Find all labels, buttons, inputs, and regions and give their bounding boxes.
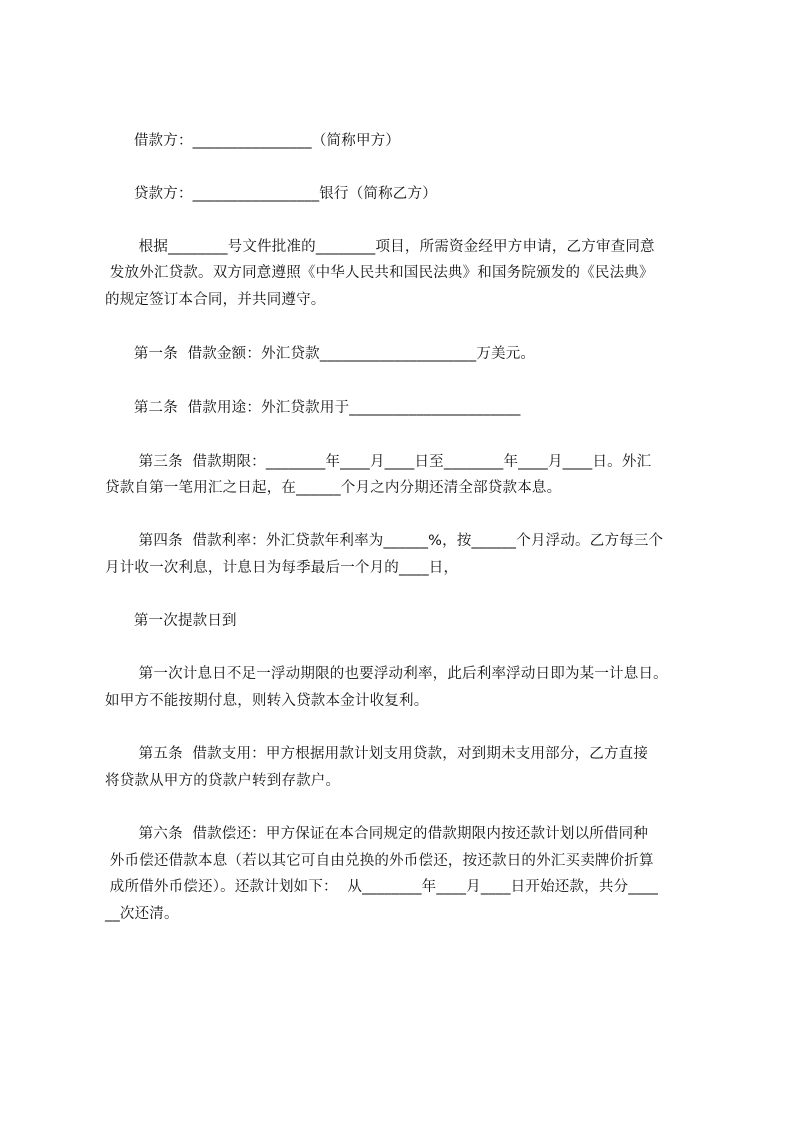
interest-date-line-2: 如甲方不能按期付息，则转入贷款本金计收复利。 bbox=[105, 693, 429, 709]
article-1-line: 第一条 借款金额：外汇贷款_____________________万美元。 bbox=[105, 346, 536, 362]
interest-date-line-1: 第一次计息日不足一浮动期限的也要浮动利率，此后利率浮动日即为某一计息日。 bbox=[105, 666, 668, 682]
article-4-line-1: 第四条 借款利率：外汇贷款年利率为______%，按______个月浮动。乙方每三个 bbox=[105, 533, 664, 549]
article-3-line-2: 贷款自第一笔用汇之日起，在______个月之内分期还清全部贷款本息。 bbox=[105, 480, 562, 496]
first-drawdown-line: 第一次提款日到 bbox=[105, 613, 237, 629]
preamble-line-3: 的规定签订本合同，并共同遵守。 bbox=[105, 292, 326, 308]
article-6-line-3: 成所借外币偿还）。还款计划如下： 从________年____月____日开始还款，共分____ bbox=[105, 879, 659, 895]
borrower-line: 借款方：________________（简称甲方） bbox=[105, 133, 401, 149]
article-4-line-2: 月计收一次利息，计息日为每季最后一个月的____日， bbox=[105, 560, 459, 576]
lender-line: 贷款方：_________________银行（简称乙方） bbox=[105, 186, 437, 202]
article-5-line-2: 将贷款从甲方的贷款户转到存款户。 bbox=[105, 773, 341, 789]
preamble-line-1: 根据________号文件批准的________项目，所需资金经甲方申请，乙方审查同意 bbox=[105, 239, 655, 255]
article-6-line-2: 外币偿还借款本息（若以其它可自由兑换的外币偿还，按还款日的外汇买卖牌价折算 bbox=[105, 853, 654, 869]
article-3-line-1: 第三条 借款期限：________年____月____日至________年____月____日。外汇 bbox=[105, 454, 652, 470]
article-6-line-1: 第六条 借款偿还：甲方保证在本合同规定的借款期限内按还款计划以所借同种 bbox=[105, 826, 649, 842]
preamble-line-2: 发放外汇贷款。双方同意遵照《中华人民共和国民法典》和国务院颁发的《民法典》 bbox=[105, 265, 654, 281]
article-6-line-4: __次还清。 bbox=[105, 906, 179, 922]
article-2-line: 第二条 借款用途：外汇贷款用于_______________________ bbox=[105, 400, 521, 416]
article-5-line-1: 第五条 借款支用：甲方根据用款计划支用贷款，对到期未支用部分，乙方直接 bbox=[105, 746, 649, 762]
